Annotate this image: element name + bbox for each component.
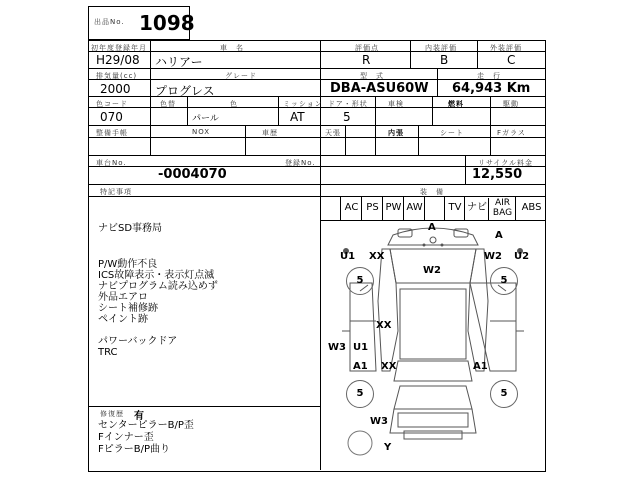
score-value: R [362, 53, 371, 67]
car-name-value: ハリアー [155, 55, 203, 69]
lot-number: 1098 [139, 11, 195, 35]
mark-a-top: A [428, 222, 436, 233]
repair-line: センターピラーB/P歪 [98, 420, 194, 431]
mark-w3-bottom: W3 [370, 416, 388, 427]
repair-line: FピラーB/P曲り [98, 444, 171, 455]
capacity-label: 車検 [388, 100, 404, 108]
note-line: 外品エアロ [98, 292, 148, 303]
mark-u1-mid: U1 [353, 342, 369, 353]
first-reg-label: 初年度登録年月 [91, 44, 147, 52]
grade-value: プログレス [155, 84, 215, 98]
first-reg-value: H29/08 [96, 53, 140, 67]
repair-value: 有 [134, 411, 144, 422]
color-code-value: 070 [100, 110, 123, 124]
equipment-label: 装 備 [420, 188, 444, 196]
equip-blank [424, 196, 445, 220]
notes-body [98, 223, 313, 358]
equip-abs: ABS [515, 196, 547, 220]
recycle-value: 12,550 [472, 167, 523, 182]
glass-label: Fガラス [497, 129, 526, 137]
note-line: ナビSD事務局 [98, 223, 163, 234]
mark-a-right: A [495, 230, 503, 241]
note-line [98, 234, 313, 245]
note-line: シート補修跡 [98, 303, 158, 314]
mark-a1-left: A1 [353, 361, 368, 372]
seat-label: シート [440, 129, 464, 137]
mark-a1-right: A1 [473, 361, 488, 372]
displacement-value: 2000 [100, 82, 131, 96]
repair-body [98, 420, 313, 456]
doors-label: ドア・形状 [328, 100, 368, 108]
equip-tv: TV [444, 196, 465, 220]
mark-w2-center: W2 [423, 265, 441, 276]
exterior-value: C [507, 53, 516, 67]
nox-label: NOX [192, 128, 211, 136]
interior-value: B [440, 53, 449, 67]
lot-label: 出品No. [94, 18, 125, 26]
mark-u2-right: U2 [514, 251, 530, 262]
recycle-label: リサイクル料金 [478, 159, 534, 167]
mark-xx-lower: XX [381, 361, 397, 372]
repair-label: 修復歴 [100, 410, 124, 418]
equip-ps: PS [361, 196, 383, 220]
score-label: 評価点 [355, 44, 379, 52]
color-label: 色 [230, 100, 238, 108]
note-line: TRC [98, 347, 118, 358]
tire-front-left: 5 [346, 267, 374, 295]
equip-aw: AW [403, 196, 425, 220]
reg-no-label: 登録No. [285, 159, 316, 167]
interior-label: 内装評価 [425, 44, 457, 52]
mark-u1-left: U1 [340, 251, 356, 262]
model-value: DBA-ASU60W [330, 81, 429, 96]
equip-ac: AC [340, 196, 362, 220]
history-label: 車歴 [262, 129, 278, 137]
transmission-label: ミッション [283, 100, 323, 108]
manual-label: 整備手帳 [96, 129, 128, 137]
drive-label: 駆動 [503, 100, 519, 108]
note-line: ナビプログラム読み込めず [98, 281, 218, 292]
note-line: ICS故障表示・表示灯点滅 [98, 270, 215, 281]
repair-line: Fインナー歪 [98, 432, 154, 443]
note-line: P/W動作不良 [98, 259, 158, 270]
tire-rear-left: 5 [346, 380, 374, 408]
mark-w3-left: W3 [328, 342, 346, 353]
tire-front-right: 5 [490, 267, 518, 295]
grade-label: グレード [225, 72, 257, 80]
transmission-value: AT [290, 110, 305, 124]
doors-value: 5 [343, 110, 351, 124]
mark-xx-left-top: XX [369, 251, 385, 262]
displacement-label: 排気量(cc) [96, 72, 138, 80]
color-change-label: 色替 [160, 100, 176, 108]
note-line: パワーバックドア [98, 336, 178, 347]
mark-y-bottom: Y [384, 442, 392, 453]
equip-pw: PW [382, 196, 404, 220]
note-line [98, 325, 313, 336]
mark-xx-mid: XX [376, 320, 392, 331]
mark-w2-right: W2 [484, 251, 502, 262]
equip-navi: ナビ [464, 196, 489, 220]
chassis-label: 車台No. [96, 159, 127, 167]
note-line: ペイント跡 [98, 314, 148, 325]
model-label: 型 式 [360, 72, 384, 80]
equipment-row [320, 196, 546, 220]
sunroof-label: 天張 [325, 129, 341, 137]
fuel-label: 燃料 [448, 100, 464, 108]
mileage-label: 走 行 [477, 72, 501, 80]
exterior-label: 外装評価 [490, 44, 522, 52]
color-code-label: 色コード [96, 100, 128, 108]
tire-rear-right: 5 [490, 380, 518, 408]
lot-box [88, 6, 195, 40]
note-line [98, 245, 313, 256]
chassis-value: -0004070 [158, 167, 227, 182]
color-value: パール [192, 114, 219, 124]
mileage-value: 64,943 Km [452, 81, 531, 96]
car-name-label: 車 名 [220, 44, 244, 52]
notes-label: 特記事項 [100, 188, 132, 196]
interior-top-label: 内張 [388, 129, 404, 137]
equip-airbag: AIR BAG [488, 198, 516, 220]
